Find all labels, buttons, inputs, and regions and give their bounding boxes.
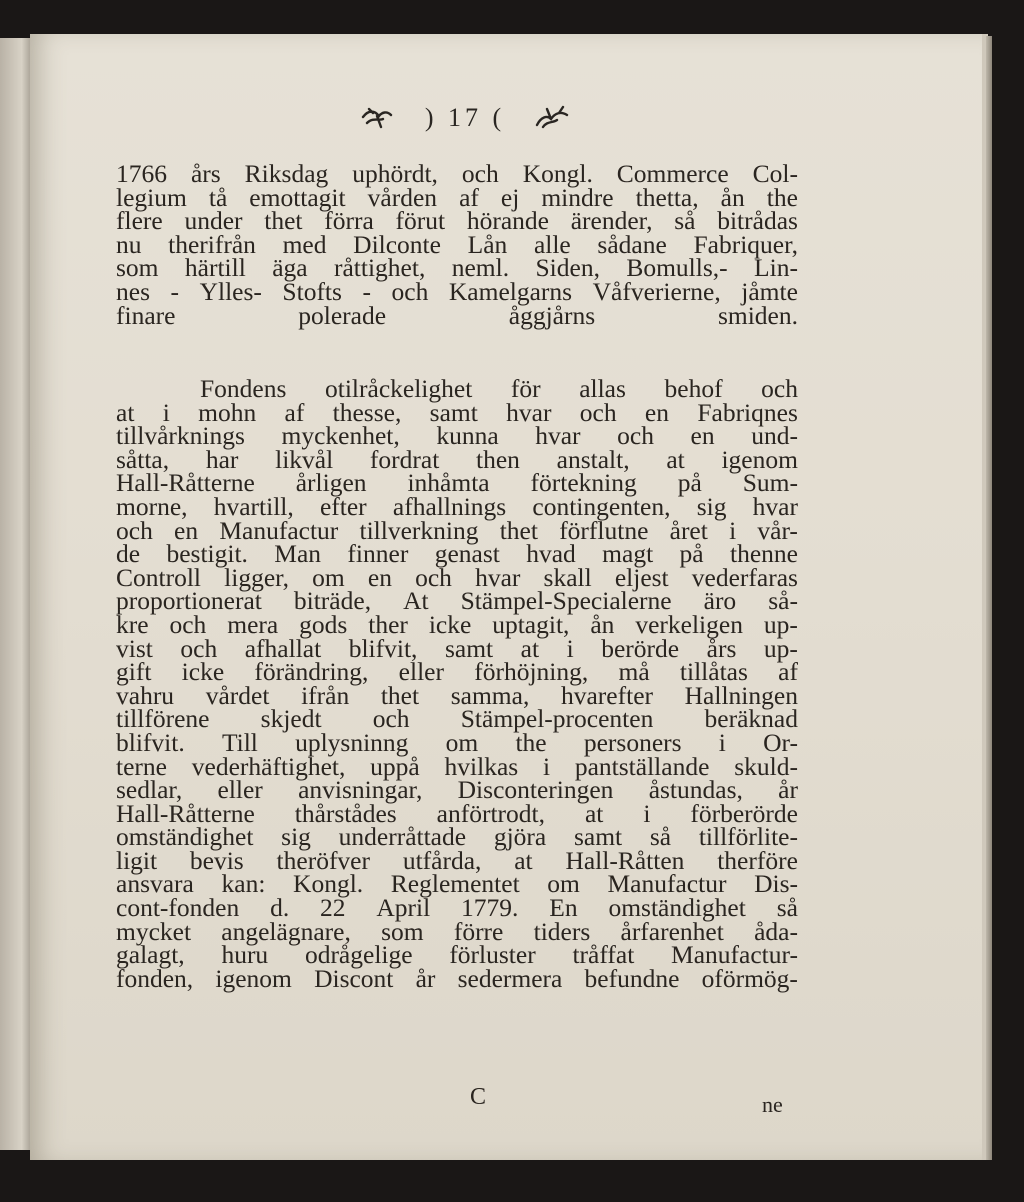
- word: ligit: [116, 845, 158, 875]
- word: igenom: [215, 963, 292, 993]
- word: vahru: [116, 680, 175, 710]
- word: gods: [299, 609, 348, 639]
- word: och: [391, 276, 429, 306]
- word: berörde: [601, 633, 680, 663]
- word: therföre: [717, 845, 798, 875]
- word: tiders: [533, 916, 591, 946]
- word: af: [778, 657, 798, 687]
- word: At: [403, 586, 429, 616]
- word: omständighet: [608, 893, 746, 923]
- word: kan:: [221, 869, 266, 899]
- word: och: [372, 704, 410, 734]
- word: och: [180, 633, 218, 663]
- word: thet: [380, 680, 420, 710]
- word: inhåmta: [407, 468, 490, 498]
- word: likvål: [275, 444, 334, 474]
- word: odrågelige: [304, 940, 413, 970]
- word: åggjårns: [508, 300, 596, 330]
- word: förberörde: [690, 798, 798, 828]
- word: sig: [696, 491, 727, 521]
- word: för: [510, 374, 541, 403]
- word: uplysninng: [295, 727, 409, 757]
- word: eller: [217, 775, 263, 805]
- word: icke: [428, 609, 472, 639]
- word: thet: [499, 515, 538, 545]
- word: Discont: [314, 963, 394, 993]
- word: årfarenhet: [620, 916, 724, 946]
- word: om: [547, 869, 580, 899]
- word: proportionerat: [116, 586, 262, 616]
- word: behof: [664, 374, 723, 403]
- word: at: [666, 444, 685, 474]
- word: äro: [703, 586, 737, 616]
- word: theröfver: [276, 845, 370, 875]
- word: års: [706, 633, 737, 663]
- word: hvarefter: [560, 680, 653, 710]
- word: otilråckelighet: [325, 374, 473, 403]
- word: mera: [227, 609, 279, 639]
- word: kre: [116, 609, 149, 639]
- word: thet: [264, 206, 303, 236]
- word: under: [184, 206, 243, 236]
- catchword: ne: [762, 1092, 783, 1117]
- word: thårstådes: [294, 798, 397, 828]
- word: i: [643, 798, 651, 828]
- word: sådane: [597, 229, 667, 259]
- word: Lån: [467, 229, 508, 259]
- text-line: [116, 276, 798, 306]
- word: Bomulls,-: [626, 253, 728, 283]
- word: förra: [324, 206, 374, 236]
- word: om: [312, 562, 345, 592]
- word: råttighet,: [333, 253, 426, 283]
- word: ärender,: [570, 206, 653, 236]
- word: tå: [208, 182, 228, 212]
- word: myckenhet,: [281, 421, 400, 451]
- fleuron-left-icon: [359, 103, 399, 133]
- word: allas: [579, 374, 626, 403]
- word: bevis: [189, 845, 244, 875]
- word: Fabriquer,: [693, 229, 798, 259]
- word: Hall-Råtten: [565, 845, 685, 875]
- text-line: [116, 609, 798, 639]
- word: smiden.: [717, 300, 798, 330]
- word: up-: [763, 633, 798, 663]
- word: biträde,: [293, 586, 372, 616]
- word: skuld-: [734, 751, 798, 781]
- word: 22: [320, 893, 346, 923]
- word: vederfaras: [691, 562, 798, 592]
- word: härtill: [184, 253, 246, 283]
- word: genast: [434, 539, 500, 569]
- word: med: [282, 229, 327, 259]
- word: förluster: [449, 940, 536, 970]
- word: 1779.: [461, 893, 519, 923]
- word: samt: [444, 633, 494, 663]
- word: af: [284, 397, 305, 427]
- word: ther: [368, 609, 408, 639]
- word: förflutne: [559, 515, 649, 545]
- word: mohn: [198, 397, 257, 427]
- word: förre: [453, 916, 504, 946]
- word: tråffat: [572, 940, 635, 970]
- word: tillförene: [116, 704, 210, 734]
- word: at: [520, 633, 540, 663]
- word: Col-: [752, 159, 798, 188]
- word: Stämpel-procenten: [460, 704, 654, 734]
- word: -: [362, 276, 371, 306]
- word: therifrån: [168, 229, 256, 259]
- word: förtekning: [530, 468, 637, 498]
- word: beräknad: [704, 704, 798, 734]
- word: Dilconte: [353, 229, 441, 259]
- word: året: [669, 515, 708, 545]
- fleuron-right-icon: [531, 103, 571, 133]
- word: ån: [720, 182, 745, 212]
- word: -: [170, 276, 180, 306]
- word: blifvit,: [348, 633, 418, 663]
- word: ansvara: [116, 869, 194, 899]
- word: så: [776, 893, 798, 923]
- word: uptagit,: [492, 609, 570, 639]
- word: såtta,: [116, 444, 170, 474]
- word: och: [461, 159, 499, 188]
- word: huru: [221, 940, 269, 970]
- word: Hall-Råtterne: [116, 468, 255, 498]
- word: eller: [398, 657, 444, 687]
- word: samma,: [450, 680, 530, 710]
- word: hvilkas: [444, 751, 519, 781]
- word: gjöra: [493, 822, 547, 852]
- word: galagt,: [116, 940, 185, 970]
- word: Sum-: [742, 468, 798, 498]
- word: har: [205, 444, 239, 474]
- word: Dis-: [754, 869, 798, 899]
- word: jåmte: [741, 276, 798, 306]
- word: thesse,: [332, 397, 402, 427]
- word: bitrådas: [717, 206, 798, 236]
- word: så: [674, 206, 696, 236]
- word: Stofts: [282, 276, 342, 306]
- word: cont-fonden: [116, 893, 240, 923]
- word: tillverkning: [359, 515, 479, 545]
- word: vederhäftighet,: [191, 751, 346, 781]
- word: hvar: [475, 562, 521, 592]
- word: åstundas,: [648, 775, 743, 805]
- word: verkeligen: [635, 609, 743, 639]
- word: Fabriqnes: [697, 397, 798, 427]
- word: samt: [429, 397, 478, 427]
- word: hvar: [506, 397, 552, 427]
- word: tillvårknings: [116, 421, 245, 451]
- word: angelägnare,: [221, 916, 351, 946]
- word: En: [549, 893, 578, 923]
- word: mycket: [116, 916, 192, 946]
- signature-mark: C: [470, 1084, 487, 1110]
- word: legium: [116, 182, 187, 212]
- word: en: [644, 397, 669, 427]
- word: April: [376, 893, 431, 923]
- word: sedermera: [457, 963, 563, 993]
- word: magt: [602, 539, 654, 569]
- word: ligger,: [224, 562, 289, 592]
- word: i: [729, 515, 737, 545]
- word: Commerce: [616, 159, 729, 188]
- word: må: [618, 657, 650, 687]
- word: anvisningar,: [298, 775, 423, 805]
- word: igenom: [721, 444, 798, 474]
- word: personers: [583, 727, 682, 757]
- word: Manufactur: [219, 515, 339, 545]
- word: befundne: [584, 963, 680, 993]
- word: icke: [181, 657, 225, 687]
- word: then: [476, 444, 520, 474]
- word: tillåtas: [679, 657, 748, 687]
- word: vården: [367, 182, 438, 212]
- word: afhallnings: [392, 491, 507, 521]
- word: gift: [116, 657, 152, 687]
- word: fonden,: [116, 963, 194, 993]
- word: emottagit: [249, 182, 346, 212]
- word: Kongl.: [293, 869, 364, 899]
- word: Manufactur: [607, 869, 727, 899]
- word: hvar: [535, 421, 581, 451]
- word: Till: [221, 727, 258, 757]
- word: års: [190, 159, 221, 188]
- word: Hallningen: [684, 680, 798, 710]
- word: Siden,: [535, 253, 600, 283]
- word: och: [116, 515, 153, 545]
- word: förändring,: [254, 657, 369, 687]
- word: eljest: [614, 562, 669, 592]
- word: sedlar,: [116, 775, 183, 805]
- page-edge: [986, 36, 992, 1160]
- word: en: [174, 515, 199, 545]
- word: af: [459, 182, 479, 212]
- word: flere: [116, 206, 163, 236]
- word: terne: [116, 751, 167, 781]
- word: finare: [116, 300, 176, 330]
- word: bestigit.: [166, 539, 248, 569]
- word: contingenten,: [532, 491, 671, 521]
- word: samt: [573, 822, 623, 852]
- word: som: [381, 916, 424, 946]
- word: Våfverierne,: [592, 276, 721, 306]
- word: förut: [395, 206, 446, 236]
- word: underråttade: [338, 822, 467, 852]
- word: och: [415, 562, 452, 592]
- word: och: [579, 397, 617, 427]
- word: sig: [281, 822, 311, 852]
- word: Man: [274, 539, 322, 569]
- word: och: [617, 421, 654, 451]
- word: som: [116, 253, 159, 283]
- word: en: [690, 421, 715, 451]
- word: ifrån: [301, 680, 350, 710]
- word: blifvit.: [116, 727, 185, 757]
- word: Fondens: [200, 374, 287, 403]
- word: Riksdag: [244, 159, 329, 188]
- word: pantställande: [574, 751, 710, 781]
- word: anstalt,: [556, 444, 630, 474]
- word: på: [677, 468, 702, 498]
- word: Stämpel-Specialerne: [460, 586, 672, 616]
- word: morne,: [116, 491, 188, 521]
- word: at: [514, 845, 533, 875]
- word: hvar: [752, 491, 798, 521]
- word: vår-: [757, 515, 798, 545]
- word: utfårda,: [402, 845, 482, 875]
- word: oförmög-: [701, 963, 798, 993]
- word: i: [542, 751, 551, 781]
- word: ej: [500, 182, 520, 212]
- text-line: [116, 680, 798, 710]
- word: vårdet: [205, 680, 270, 710]
- word: skjedt: [260, 704, 322, 734]
- word: om: [445, 727, 479, 757]
- paragraph-2: [116, 374, 798, 993]
- text-line: [116, 963, 798, 993]
- word: Ylles-: [199, 276, 262, 306]
- word: mindre: [541, 182, 614, 212]
- word: så: [649, 822, 672, 852]
- word: polerade: [298, 300, 387, 330]
- word: up-: [763, 609, 798, 639]
- text-line: [116, 300, 798, 330]
- word: en: [367, 562, 392, 592]
- word: ån: [590, 609, 615, 639]
- word: Reglementet: [390, 869, 520, 899]
- word: hvartill,: [213, 491, 294, 521]
- word: at: [116, 397, 135, 427]
- word: afhallat: [244, 633, 322, 663]
- word: år: [778, 775, 798, 805]
- word: efter: [319, 491, 367, 521]
- word: tillförlite-: [698, 822, 798, 852]
- word: thetta,: [635, 182, 699, 212]
- paragraph-1: [116, 159, 798, 330]
- word: skall: [543, 562, 592, 592]
- running-header: [300, 96, 630, 140]
- word: nu: [116, 229, 142, 259]
- word: at: [584, 798, 604, 828]
- word: finner: [347, 539, 409, 569]
- word: vist: [116, 633, 153, 663]
- word: förhöjning,: [474, 657, 589, 687]
- word: 1766: [116, 159, 167, 188]
- word: äga: [272, 253, 308, 283]
- word: och: [169, 609, 207, 639]
- page-number: ) 17 (: [424, 103, 506, 132]
- word: hörande: [466, 206, 549, 236]
- word: Disconteringen: [457, 775, 614, 805]
- word: nes: [116, 276, 150, 306]
- word: und-: [751, 421, 798, 451]
- word: uphördt,: [352, 159, 438, 188]
- word: the: [766, 182, 798, 212]
- word: Or-: [763, 727, 798, 757]
- word: i: [718, 727, 726, 757]
- word: Hall-Råtterne: [116, 798, 255, 828]
- word: omständighet: [116, 822, 254, 852]
- word: i: [566, 633, 574, 663]
- word: the: [515, 727, 547, 757]
- text-line: [116, 727, 798, 757]
- word: uppå: [370, 751, 420, 781]
- word: Controll: [116, 562, 202, 592]
- word: hvad: [526, 539, 576, 569]
- word: Kongl.: [522, 159, 593, 188]
- word: fordrat: [369, 444, 440, 474]
- word: thenne: [730, 539, 798, 569]
- word: d.: [270, 893, 290, 923]
- word: Kamelgarns: [448, 276, 573, 306]
- word: Lin-: [754, 253, 798, 283]
- word: årligen: [295, 468, 367, 498]
- word: alle: [533, 229, 571, 259]
- word: på: [679, 539, 704, 569]
- word: neml.: [451, 253, 510, 283]
- word: i: [162, 397, 170, 427]
- word: Manufactur-: [671, 940, 798, 970]
- word: de: [116, 539, 141, 569]
- word: år: [415, 963, 436, 993]
- word: och: [761, 374, 798, 403]
- word: så-: [768, 586, 798, 616]
- word: anförtrodt,: [436, 798, 545, 828]
- word: åda-: [754, 916, 798, 946]
- word: kunna: [436, 421, 499, 451]
